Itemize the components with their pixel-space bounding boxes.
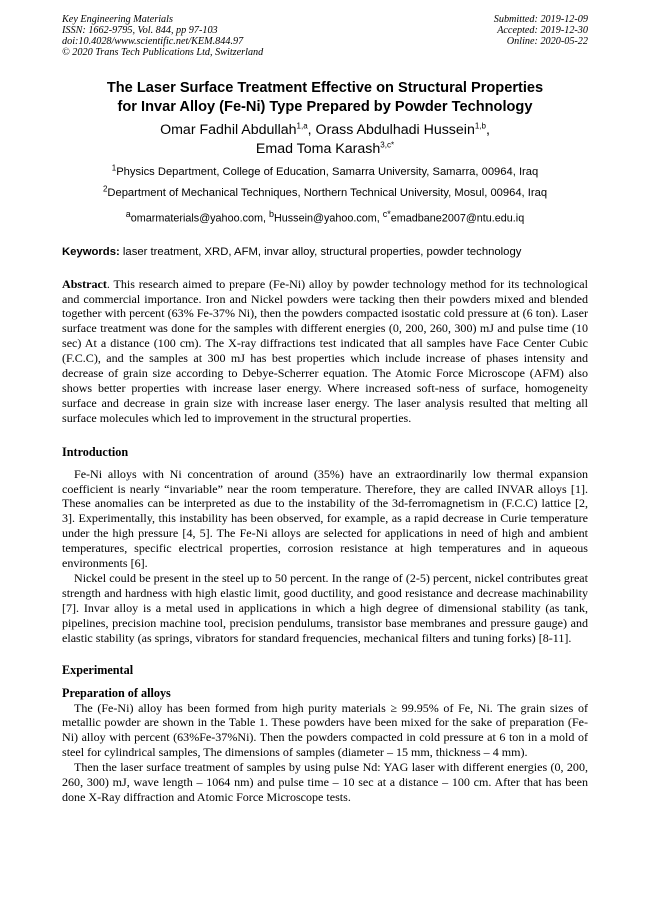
abstract-label: Abstract [62, 276, 107, 291]
title-line-1: The Laser Surface Treatment Effective on Structural Properties [106, 80, 544, 96]
email-a: omarmaterials@yahoo.com, [130, 212, 269, 225]
email-b: Hussein@yahoo.com, [273, 212, 383, 225]
introduction-section [62, 445, 588, 646]
author-2: Orass Abdulhadi Hussein [315, 122, 475, 138]
author-list [62, 121, 588, 159]
email-marker: c* [382, 209, 391, 219]
author-2-affil: 1,b [474, 121, 486, 131]
experimental-paragraph-2: Then the laser surface treatment of samples by using pulse Nd: YAG laser with different energies (0, 200, 260, 300) mJ, wave length – 1064 nm) and pulse time – 10 sec at a distance – 100 cm. After that has been done X-Ray diffraction and Atomic Force Microscope tests. [62, 760, 588, 804]
authors-line-2 [62, 140, 588, 159]
journal-info [62, 14, 263, 58]
abstract-text: . This research aimed to prepare (Fe-Ni) alloy by powder technology method for its technological and commercial importance. Iron and Nickel powders were tacking then their powders mixed and blended together with percent (63% Fe-37% Ni), then the powders compacted isostatic cold pressure at (6 ton). Laser surface treatment was done for the samples with different energies (0, 200, 260, 300) mJ and pulse time (10 sec) At a distance (100 cm). The X-ray diffractions test indicated that all samples have Face Center Cubic (F.C.C), and the samples at 300 mJ has best properties which include increase of phases intensity and decrease of grain size according to Debye-Scherrer equation. The Atomic Force Microscope (AFM) also shows better properties with increase laser energy. Where increased soft-ness of surface, homogeneity surface and decrease in grain size with increase laser energy. The laser analysis resulted that melting all surface molecules which led to improvement in the structural properties. [62, 276, 588, 425]
publication-dates [494, 14, 588, 58]
journal-header [62, 14, 588, 58]
affiliation-marker: 1 [111, 163, 117, 173]
email-marker: b [268, 209, 274, 219]
author-3: Emad Toma Karash [255, 141, 381, 157]
accepted-date: Accepted: 2019-12-30 [497, 25, 588, 36]
author-1: Omar Fadhil Abdullah [160, 122, 297, 138]
author-emails [62, 208, 588, 226]
experimental-section [62, 663, 588, 805]
affiliation-text: Physics Department, College of Education, Samarra University, Samarra, 00964, Iraq [116, 166, 539, 178]
author-3-affil: 3,c* [380, 140, 395, 150]
affiliation-marker: 2 [102, 184, 108, 194]
journal-name: Key Engineering Materials [62, 14, 173, 25]
journal-doi: doi:10.4028/www.scientific.net/KEM.844.97 [62, 36, 244, 47]
paper-title [62, 79, 588, 117]
online-date: Online: 2020-05-22 [506, 36, 588, 47]
experimental-paragraph-1: The (Fe-Ni) alloy has been formed from high purity materials ≥ 99.95% of Fe, Ni. The grain sizes of metallic powder are shown in the Table 1. These powders have been mixed for the sake of preparation (Fe-Ni) alloy with percent (63%Fe-37%Ni). Then the powders compacted in cold pressure at 6 ton in a mold of steel for cylindrical samples, The dimensions of samples (diameter – 15 mm, thickness – 4 mm). [62, 700, 588, 760]
introduction-paragraph-1: Fe-Ni alloys with Ni concentration of around (35%) have an extraordinarily low thermal expansion coefficient is nearly “invariable” near the room temperature. Therefore, they are called INVAR alloys [1]. These anomalies can be interpreted as due to the instability of the 3d-ferromagnetism in (F.C.C) lattice [2, 3]. Experimentally, this instability has been observed, for example, as a rapid decrease in Curie temperature under the high pressure [4, 5]. The Fe-Ni alloys are selected for applications in need of high and ambient temperatures, specific electrical properties, corrosion resistance at high temperatures and in aqueous environments [6]. [62, 466, 588, 571]
author-separator: , [307, 122, 316, 138]
affiliation-text: Department of Mechanical Techniques, Northern Technical University, Mosul, 00964, Iraq [107, 187, 548, 199]
authors-line-1 [62, 121, 588, 140]
affiliation-2 [62, 184, 588, 200]
introduction-paragraph-2: Nickel could be present in the steel up to 50 percent. In the range of (2-5) percent, nickel contributes great strength and hardness with high elastic limit, good ductility, and good resistance and decrease machinability [7]. Invar alloy is a metal used in applications in which a high degree of dimensional stability (as tank, pipelines, precision machine tool, precision pendulums, transistor base membranes and pressure gauge) and elastic stability (as springs, vibrators for standard frequencies, mechanical filters and tuning forks) [8-11]. [62, 571, 588, 645]
keywords-text: laser treatment, XRD, AFM, invar alloy, structural properties, powder technology [119, 245, 522, 258]
affiliation-1 [62, 163, 588, 179]
author-1-affil: 1,a [296, 121, 308, 131]
keywords-label: Keywords: [62, 245, 120, 258]
email-marker: a [125, 209, 131, 219]
email-c: emadbane2007@ntu.edu.iq [390, 212, 525, 225]
title-line-2: for Invar Alloy (Fe-Ni) Type Prepared by Powder Technology [117, 99, 533, 115]
submitted-date: Submitted: 2019-12-09 [493, 14, 588, 25]
keywords [62, 245, 588, 259]
journal-copyright: © 2020 Trans Tech Publications Ltd, Switzerland [62, 47, 264, 58]
abstract [62, 277, 588, 426]
paper-page [62, 14, 588, 805]
preparation-subheading: Preparation of alloys [62, 685, 171, 700]
experimental-heading: Experimental [62, 662, 134, 677]
introduction-heading: Introduction [62, 444, 129, 459]
author-separator: , [485, 122, 490, 138]
journal-issn: ISSN: 1662-9795, Vol. 844, pp 97-103 [62, 25, 218, 36]
